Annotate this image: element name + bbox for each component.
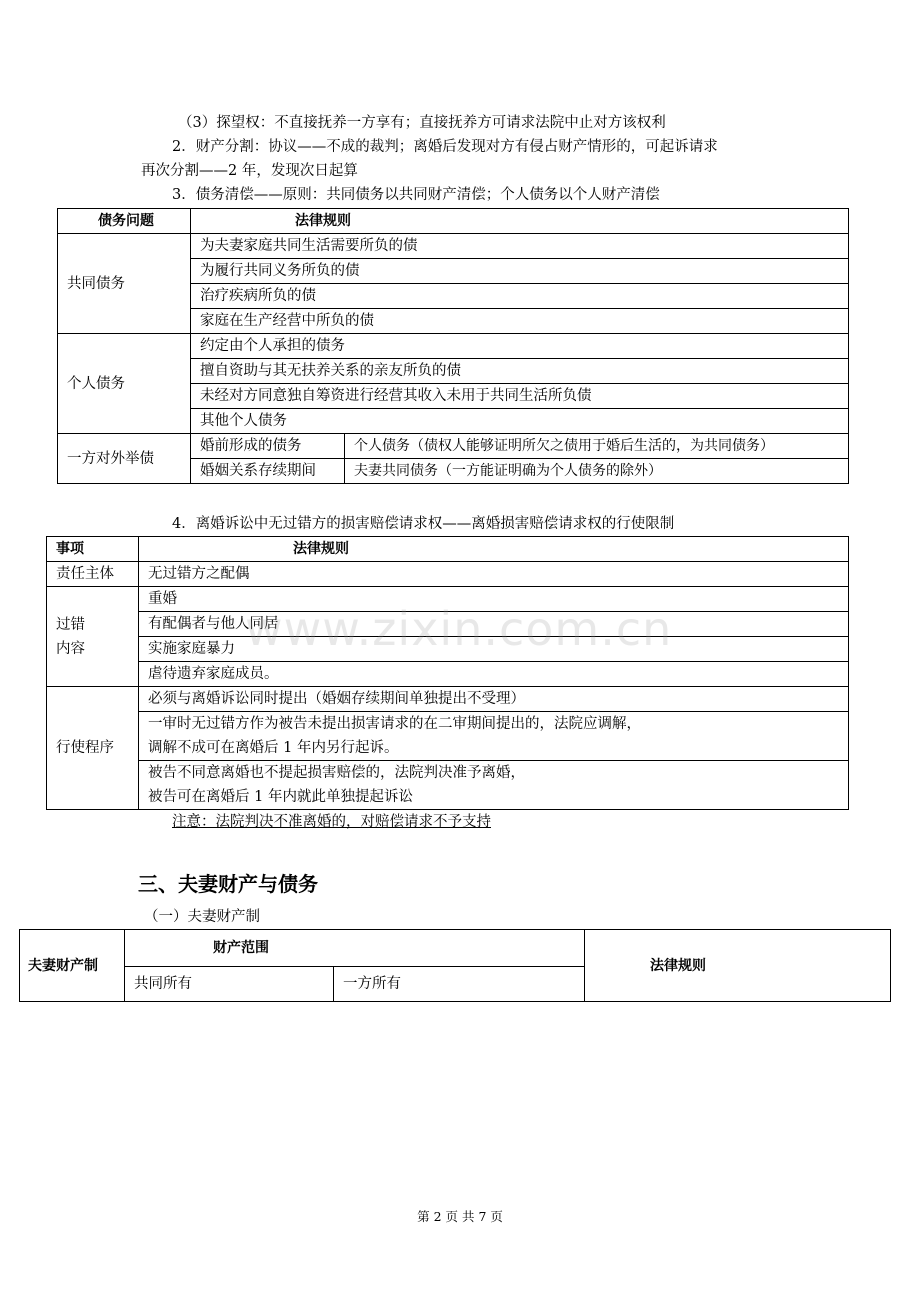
page-footer: 第 2 页 共 7 页 <box>417 1209 503 1224</box>
personal-debt-item: 擅自资助与其无扶养关系的亲友所负的债 <box>191 359 849 384</box>
table-row <box>47 687 849 712</box>
fault-label-line: 内容 <box>56 640 85 657</box>
procedure-rule: 必须与离婚诉讼同时提出（婚姻存续期间单独提出不受理） <box>139 687 849 712</box>
fault-item: 实施家庭暴力 <box>139 637 849 662</box>
external-debt-rule: 个人债务（债权人能够证明所欠之债用于婚后生活的，为共同债务） <box>345 434 849 459</box>
liability-subject-label: 责任主体 <box>47 562 139 587</box>
fault-item: 虐待遗弃家庭成员。 <box>139 662 849 687</box>
external-debt-when: 婚姻关系存续期间 <box>191 459 345 484</box>
table-row <box>47 562 849 587</box>
procedure-rule-line: 调解不成可在离婚后 1 年内另行起诉。 <box>148 740 399 756</box>
property-system-header: 夫妻财产制 <box>20 930 125 1002</box>
damage-table <box>46 536 849 810</box>
legal-rules-header: 法律规则 <box>585 930 891 1002</box>
subsection-title: （一）夫妻财产制 <box>144 909 260 925</box>
external-debt-label: 一方对外举债 <box>58 434 191 484</box>
watermark: www.zixin.com.cn <box>245 602 673 656</box>
common-debt-item: 家庭在生产经营中所负的债 <box>191 309 849 334</box>
personal-debt-label: 个人债务 <box>58 334 191 434</box>
fault-item: 重婚 <box>139 587 849 612</box>
column-header-debt-issue: 债务问题 <box>58 209 191 234</box>
intro-line-debt-principle: 3．债务清偿——原则：共同债务以共同财产清偿；个人债务以个人财产清偿 <box>172 187 660 203</box>
damage-heading: 4．离婚诉讼中无过错方的损害赔偿请求权——离婚损害赔偿请求权的行使限制 <box>172 516 675 532</box>
property-table <box>19 929 891 1002</box>
intro-line-visitation: （3）探望权：不直接抚养一方享有；直接抚养方可请求法院中止对方该权利 <box>178 115 666 131</box>
personal-debt-item: 未经对方同意独自筹资进行经营其收入未用于共同生活所负债 <box>191 384 849 409</box>
single-ownership-cell: 一方所有 <box>334 967 585 1002</box>
external-debt-when: 婚前形成的债务 <box>191 434 345 459</box>
table-row <box>58 334 849 359</box>
procedure-label: 行使程序 <box>47 687 139 810</box>
table-row <box>47 712 849 761</box>
table-row <box>47 761 849 810</box>
common-debt-item: 治疗疾病所负的债 <box>191 284 849 309</box>
column-header-legal-rules: 法律规则 <box>191 209 849 234</box>
shared-ownership-cell: 共同所有 <box>125 967 334 1002</box>
fault-content-label <box>47 587 139 687</box>
common-debt-item: 为履行共同义务所负的债 <box>191 259 849 284</box>
intro-line-redistribution: 再次分割——2 年，发现次日起算 <box>141 163 358 179</box>
liability-subject-value: 无过错方之配偶 <box>139 562 849 587</box>
procedure-rule-line: 一审时无过错方作为被告未提出损害请求的在二审期间提出的，法院应调解， <box>148 716 641 732</box>
common-debt-label: 共同债务 <box>58 234 191 334</box>
common-debt-item: 为夫妻家庭共同生活需要所负的债 <box>191 234 849 259</box>
table-row <box>58 234 849 259</box>
personal-debt-item: 约定由个人承担的债务 <box>191 334 849 359</box>
table-row <box>20 930 891 967</box>
section-title: 三、夫妻财产与债务 <box>138 872 318 896</box>
debt-table <box>57 208 849 484</box>
intro-line-property-division: 2．财产分割：协议——不成的裁判；离婚后发现对方有侵占财产情形的，可起诉请求 <box>172 139 718 155</box>
table-row <box>47 662 849 687</box>
column-header-item: 事项 <box>47 537 139 562</box>
column-header-legal-rules: 法律规则 <box>139 537 849 562</box>
table-row <box>58 434 849 459</box>
table-row <box>47 537 849 562</box>
procedure-rule-line: 被告可在离婚后 1 年内就此单独提起诉讼 <box>148 789 413 805</box>
fault-item: 有配偶者与他人同居 <box>139 612 849 637</box>
personal-debt-item: 其他个人债务 <box>191 409 849 434</box>
fault-label-line: 过错 <box>56 616 85 633</box>
external-debt-rule: 夫妻共同债务（一方能证明确为个人债务的除外） <box>345 459 849 484</box>
note: 注意：法院判决不准离婚的，对赔偿请求不予支持 <box>172 814 491 830</box>
procedure-rule <box>139 761 849 810</box>
property-range-header: 财产范围 <box>125 930 585 967</box>
procedure-rule <box>139 712 849 761</box>
procedure-rule-line: 被告不同意离婚也不提起损害赔偿的，法院判决准予离婚， <box>148 765 525 781</box>
table-row <box>58 209 849 234</box>
